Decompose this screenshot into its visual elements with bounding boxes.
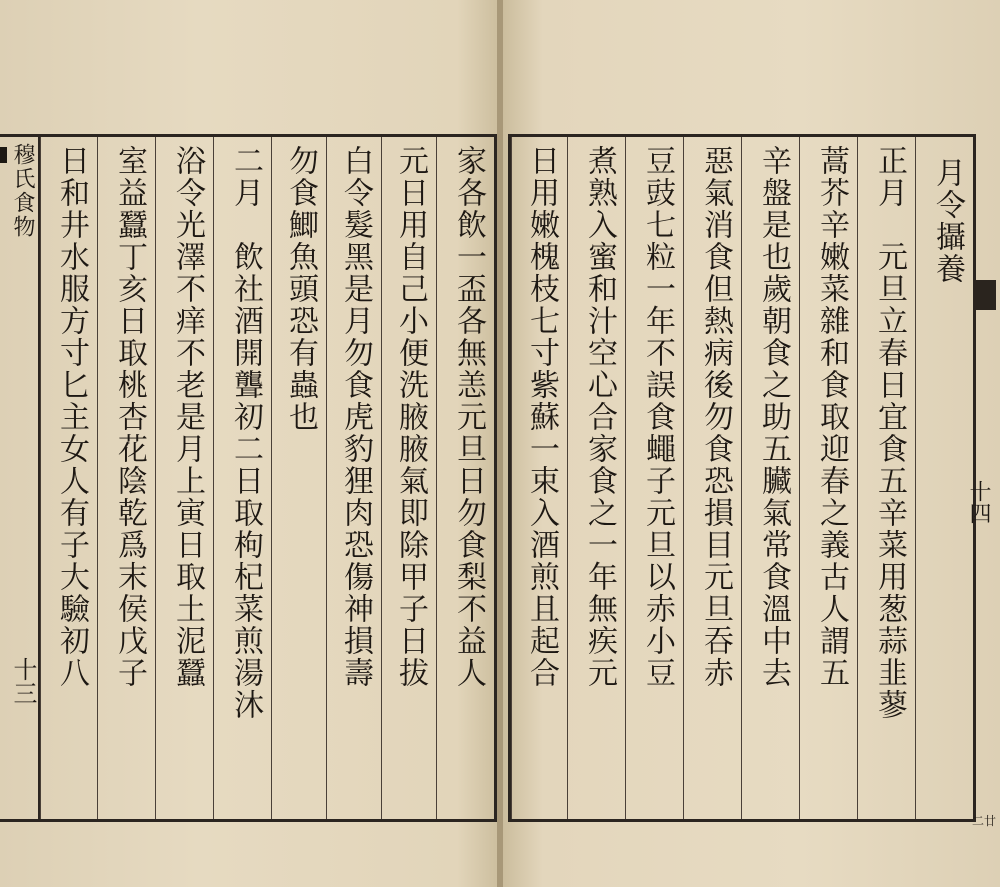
text-column-15: 室益蠶丁亥日取桃杏花陰乾爲末侯戊子 bbox=[97, 137, 155, 819]
text-column-14: 浴令光澤不痒不老是月上寅日取土泥蠶 bbox=[155, 137, 213, 819]
text-column-1: 月令攝養 bbox=[915, 137, 973, 819]
fish-tail-icon bbox=[0, 147, 7, 163]
right-page-frame bbox=[508, 134, 976, 822]
text-column-11: 白令髮黑是月勿食虎豹狸肉恐傷神損壽 bbox=[326, 137, 381, 819]
text-column-16: 日和井水服方寸匕主女人有子大驗初八 bbox=[40, 137, 97, 819]
text-column-5: 惡氣消食但熱病後勿食恐損目元旦吞赤 bbox=[683, 137, 741, 819]
edge-leaf-number: 十四 bbox=[966, 480, 991, 524]
text-column-3: 蒿芥辛嫩菜雜和食取迎春之義古人謂五 bbox=[799, 137, 857, 819]
fish-tail-icon-edge bbox=[974, 280, 996, 310]
text-column-7: 煮熟入蜜和汁空心合家食之一年無疾元 bbox=[567, 137, 625, 819]
banxin-title: 穆氏食物 bbox=[10, 143, 35, 239]
text-column-9: 家各飲一盃各無恙元旦日勿食梨不益人 bbox=[436, 137, 494, 819]
edge-small-mark: 二廿 bbox=[971, 814, 996, 828]
text-column-12: 勿食鯽魚頭恐有蟲也 bbox=[271, 137, 326, 819]
leaf-number: 十三 bbox=[9, 657, 37, 705]
text-column-4: 辛盤是也歲朝食之助五臟氣常食溫中去 bbox=[741, 137, 799, 819]
text-column-6: 豆豉七粒一年不誤食蠅子元旦以赤小豆 bbox=[625, 137, 683, 819]
banxin-center-column bbox=[0, 137, 40, 819]
text-column-8: 日用嫩槐枝七寸紫蘇一束入酒煎且起合 bbox=[511, 137, 567, 819]
text-column-13: 二月 飲社酒開聾初二日取枸杞菜煎湯沐 bbox=[213, 137, 271, 819]
text-column-10: 元日用自己小便洗腋腋氣即除甲子日拔 bbox=[381, 137, 436, 819]
text-column-2: 正月 元旦立春日宜食五辛菜用葱蒜韭蓼 bbox=[857, 137, 915, 819]
left-page-frame bbox=[0, 134, 497, 822]
